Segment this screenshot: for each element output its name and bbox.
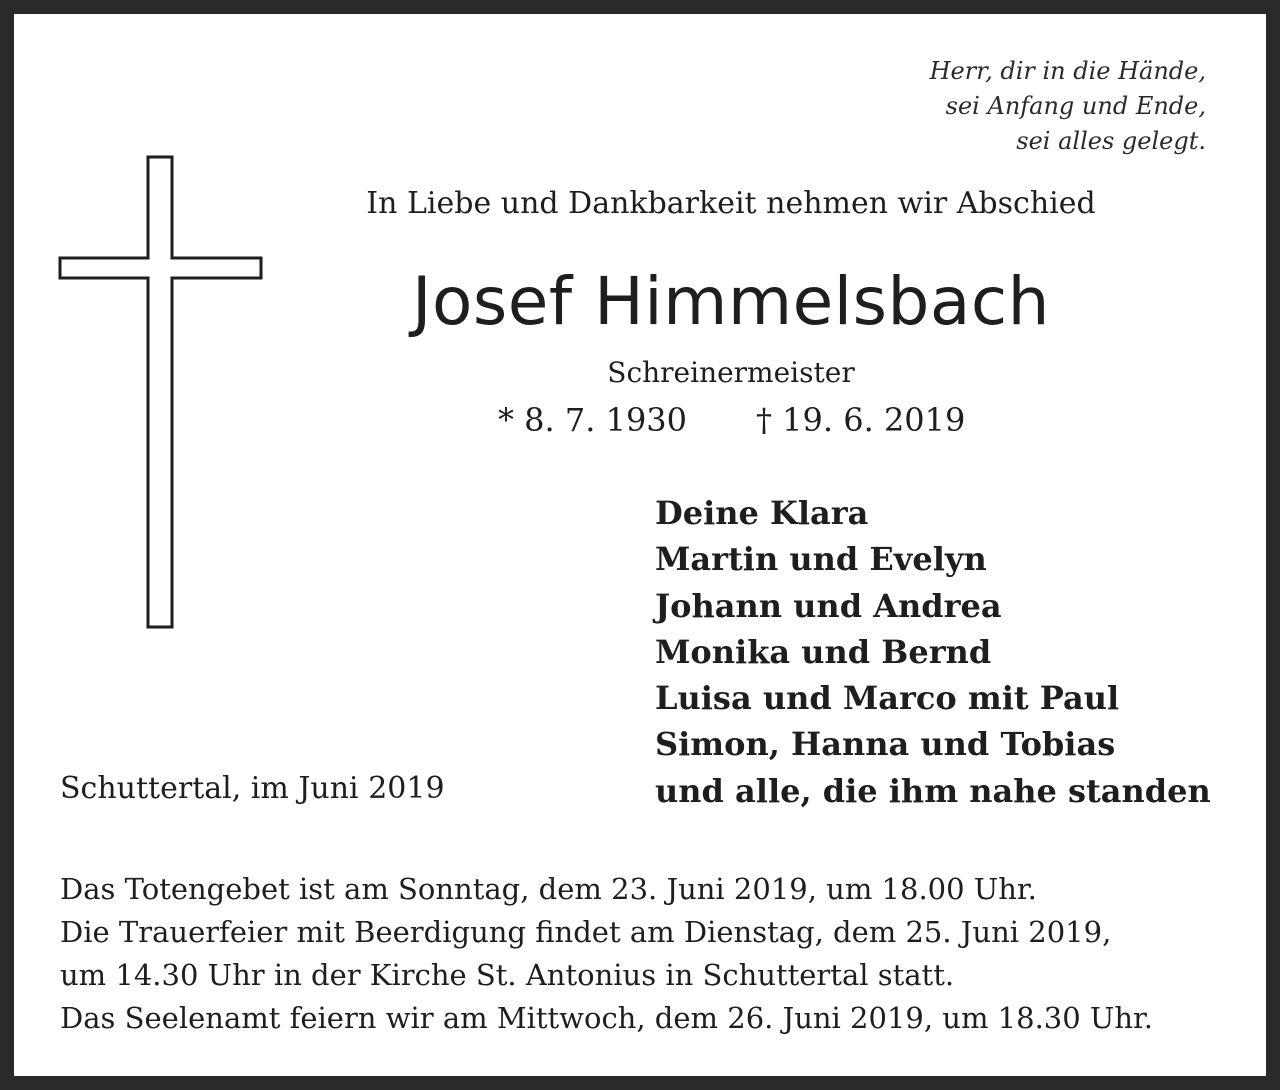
service-notice [60,868,1153,1040]
family-member: Monika und Bernd [655,632,992,671]
notice-line: Das Totengebet ist am Sonntag, dem 23. Juni 2019, um 18.00 Uhr. [60,872,1037,906]
notice-line: Die Trauerfeier mit Beerdigung findet am Dienstag, dem 25. Juni 2019, [60,915,1112,949]
verse-line: sei Anfang und Ende, [945,92,1206,120]
deceased-name: Josef Himmelsbach [412,263,1050,340]
family-member: Simon, Hanna und Tobias [655,725,1116,764]
obituary-notice [14,14,1266,1076]
family-list [655,490,1211,814]
family-member: Deine Klara [655,494,869,532]
intro-text: In Liebe und Dankbarkeit nehmen wir Abschied [366,186,1096,221]
notice-line: um 14.30 Uhr in der Kirche St. Antonius in Schuttertal statt. [60,958,955,992]
family-member: Johann und Andrea [655,586,1002,625]
family-member: Luisa und Marco mit Paul [655,679,1120,718]
notice-line: Das Seelenamt feiern wir am Mittwoch, dem 26. Juni 2019, um 18.30 Uhr. [60,1001,1153,1035]
place-date: Schuttertal, im Juni 2019 [60,771,445,806]
verse-line: sei alles gelegt. [1016,127,1206,155]
birth-date: * 8. 7. 1930 [498,401,688,439]
family-member: Martin und Evelyn [655,540,987,579]
family-member: und alle, die ihm nahe standen [655,771,1211,810]
deceased-profession: Schreinermeister [607,356,855,389]
death-date: † 19. 6. 2019 [756,401,966,439]
verse-line: Herr, dir in die Hände, [929,57,1206,85]
